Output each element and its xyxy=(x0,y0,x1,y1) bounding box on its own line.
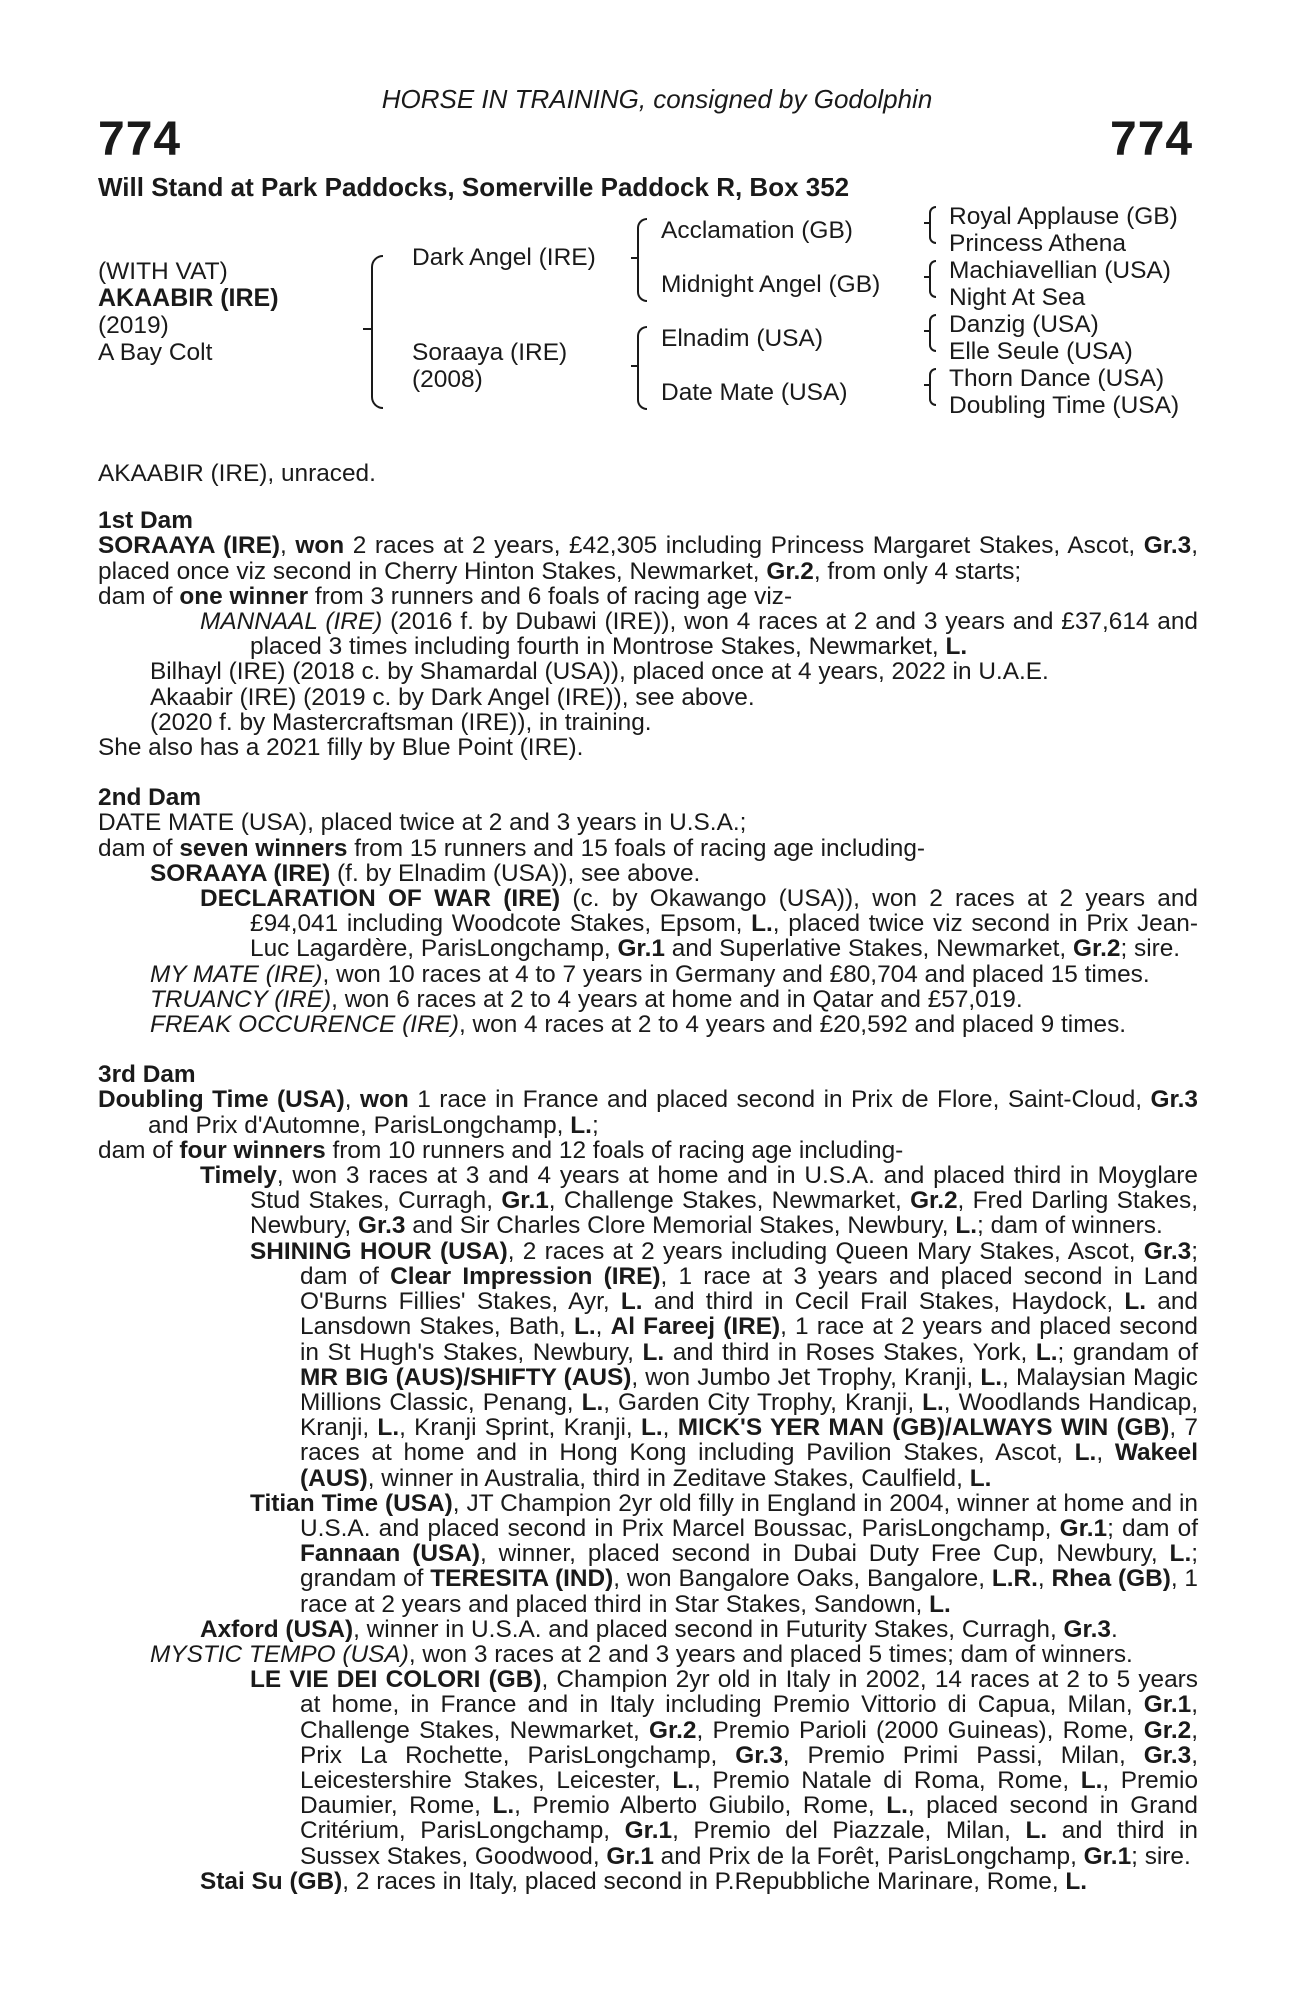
second-dam-record: DATE MATE (USA), placed twice at 2 and 3 years in U.S.A.; xyxy=(98,809,747,837)
horse-description: A Bay Colt xyxy=(98,339,213,366)
dam-year: (2008) xyxy=(412,366,483,393)
lot-number-left: 774 xyxy=(98,113,182,166)
lot-number-right: 774 xyxy=(1110,113,1194,166)
first-dam-heading: 1st Dam xyxy=(98,507,193,535)
sire-dam: Midnight Angel (GB) xyxy=(661,271,881,298)
first-dam-produce-summary: dam of one winner from 3 runners and 6 foals of racing age viz- xyxy=(98,582,793,610)
produce-entry: MANNAAL (IRE) (2016 f. by Dubawi (IRE)), won 4 races at 2 and 3 years and £37,614 and placed 3 times including fourth in Montrose Stakes, Newmarket, L. xyxy=(200,608,1198,661)
page-title: HORSE IN TRAINING, consigned by Godolphin xyxy=(381,84,933,114)
produce-entry: DECLARATION OF WAR (IRE) (c. by Okawango (USA)), won 2 races at 2 years and £94,041 including Woodcote Stakes, Epsom, L., placed twice viz second in Prix Jean-Luc Lagardère, ParisLongchamp, Gr.1 and Superlative Stakes, Newmarket, Gr.2; sire. xyxy=(200,885,1198,963)
dam-sire-sire: Danzig (USA) xyxy=(949,311,1099,338)
stabling-location: Will Stand at Park Paddocks, Somerville Paddock R, Box 352 xyxy=(98,172,850,202)
first-dam-record: SORAAYA (IRE), won 2 races at 2 years, £42,305 including Princess Margaret Stakes, Ascot, Gr.3, placed once viz second in Cherry Hinton Stakes, Newmarket, Gr.2, from only 4 starts; xyxy=(98,532,1198,585)
produce-entry: SORAAYA (IRE) (f. by Elnadim (USA)), see above. xyxy=(150,859,701,887)
sire-dam-sire: Machiavellian (USA) xyxy=(949,257,1171,284)
produce-entry: MY MATE (IRE), won 10 races at 4 to 7 years in Germany and £80,704 and placed 15 times. xyxy=(150,960,1150,988)
dam-dam-dam: Doubling Time (USA) xyxy=(949,392,1180,419)
produce-entry: Axford (USA), winner in U.S.A. and placed second in Futurity Stakes, Curragh, Gr.3. xyxy=(200,1615,1118,1643)
generation-brace xyxy=(371,255,383,409)
race-summary: AKAABIR (IRE), unraced. xyxy=(98,460,376,487)
produce-entry: Bilhayl (IRE) (2018 c. by Shamardal (USA)), placed once at 4 years, 2022 in U.A.E. xyxy=(150,658,1049,686)
sire-dam-dam: Night At Sea xyxy=(949,284,1086,311)
sire-sire-sire: Royal Applause (GB) xyxy=(949,203,1178,230)
third-dam-record: Doubling Time (USA), won 1 race in France and placed second in Prix de Flore, Saint-Cloud, Gr.3 and Prix d'Automne, ParisLongchamp, L.; xyxy=(98,1086,1198,1139)
sire: Dark Angel (IRE) xyxy=(412,244,596,271)
produce-note: She also has a 2021 filly by Blue Point (IRE). xyxy=(98,734,584,762)
produce-entry: FREAK OCCURENCE (IRE), won 4 races at 2 to 4 years and £20,592 and placed 9 times. xyxy=(150,1011,1127,1039)
vat-note: (WITH VAT) xyxy=(98,258,228,285)
produce-entry: MYSTIC TEMPO (USA), won 3 races at 2 and 3 years and placed 5 times; dam of winners. xyxy=(150,1640,1133,1668)
produce-entry: Stai Su (GB), 2 races in Italy, placed second in P.Repubbliche Marinare, Rome, L. xyxy=(200,1867,1088,1895)
catalogue-notes xyxy=(98,461,1198,1894)
second-dam-produce-summary: dam of seven winners from 15 runners and 15 foals of racing age including- xyxy=(98,834,926,862)
produce-entry: Titian Time (USA), JT Champion 2yr old filly in England in 2004, winner at home and in U.S.A. and placed second in Prix Marcel Boussac, ParisLongchamp, Gr.1; dam of Fannaan (USA), winner, placed second in Dubai Duty Free Cup, Newbury, L.; grandam of TERESITA (IND), won Bangalore Oaks, Bangalore, L.R., Rhea (GB), 1 race at 2 years and placed third in Star Stakes, Sandown, L. xyxy=(250,1489,1199,1618)
produce-entry: Akaabir (IRE) (2019 c. by Dark Angel (IRE)), see above. xyxy=(150,683,755,711)
sire-sire-dam: Princess Athena xyxy=(949,230,1127,257)
produce-entry: LE VIE DEI COLORI (GB), Champion 2yr old in Italy in 2002, 14 races at 2 to 5 years at home, in France and in Italy including Premio Vittorio di Capua, Milan, Gr.1, Challenge Stakes, Newmarket, Gr.2, Premio Parioli (2000 Guineas), Rome, Gr.2, Prix La Rochette, ParisLongchamp, Gr.3, Premio Primi Passi, Milan, Gr.3, Leicestershire Stakes, Leicester, L., Premio Natale di Roma, Rome, L., Premio Daumier, Rome, L., Premio Alberto Giubilo, Rome, L., placed second in Grand Critérium, ParisLongchamp, Gr.1, Premio del Piazzale, Milan, L. and third in Sussex Stakes, Goodwood, Gr.1 and Prix de la Forêt, ParisLongchamp, Gr.1; sire. xyxy=(250,1666,1199,1870)
second-dam-heading: 2nd Dam xyxy=(98,784,202,812)
dam-brace xyxy=(637,326,647,410)
sire-brace xyxy=(637,218,647,302)
produce-entry: (2020 f. by Mastercraftsman (IRE)), in training. xyxy=(150,708,652,736)
dam-dam-sire: Thorn Dance (USA) xyxy=(949,365,1165,392)
horse-year: (2019) xyxy=(98,312,169,339)
dam: Soraaya (IRE) xyxy=(412,339,568,366)
produce-entry: Timely, won 3 races at 3 and 4 years at home and in U.S.A. and placed third in Moyglare Stud Stakes, Curragh, Gr.1, Challenge Stakes, Newmarket, Gr.2, Fred Darling Stakes, Newbury, Gr.3 and Sir Charles Clore Memorial Stakes, Newbury, L.; dam of winners. xyxy=(200,1162,1198,1240)
dam-sire-dam: Elle Seule (USA) xyxy=(949,338,1133,365)
third-dam-heading: 3rd Dam xyxy=(98,1061,196,1089)
dam-dam: Date Mate (USA) xyxy=(661,379,848,406)
dam-sire: Elnadim (USA) xyxy=(661,325,824,352)
brace-tip xyxy=(363,328,372,330)
horse-name: AKAABIR (IRE) xyxy=(98,284,279,312)
produce-entry: TRUANCY (IRE), won 6 races at 2 to 4 years at home and in Qatar and £57,019. xyxy=(150,985,1023,1013)
produce-entry: SHINING HOUR (USA), 2 races at 2 years including Queen Mary Stakes, Ascot, Gr.3; dam of Clear Impression (IRE), 1 race at 3 years and placed second in Land O'Burns Fillies' Stakes, Ayr, L. and third in Cecil Frail Stakes, Haydock, L. and Lansdown Stakes, Bath, L., Al Fareej (IRE), 1 race at 2 years and placed second in St Hugh's Stakes, Newbury, L. and third in Roses Stakes, York, L.; grandam of MR BIG (AUS)/SHIFTY (AUS), won Jumbo Jet Trophy, Kranji, L., Malaysian Magic Millions Classic, Penang, L., Garden City Trophy, Kranji, L., Woodlands Handicap, Kranji, L., Kranji Sprint, Kranji, L., MICK'S YER MAN (GB)/ALWAYS WIN (GB), 7 races at home and in Hong Kong including Pavilion Stakes, Ascot, L., Wakeel (AUS), winner in Australia, third in Zeditave Stakes, Caulfield, L. xyxy=(250,1237,1199,1492)
sire-sire: Acclamation (GB) xyxy=(661,217,853,244)
third-dam-produce-summary: dam of four winners from 10 runners and 12 foals of racing age including- xyxy=(98,1136,904,1164)
